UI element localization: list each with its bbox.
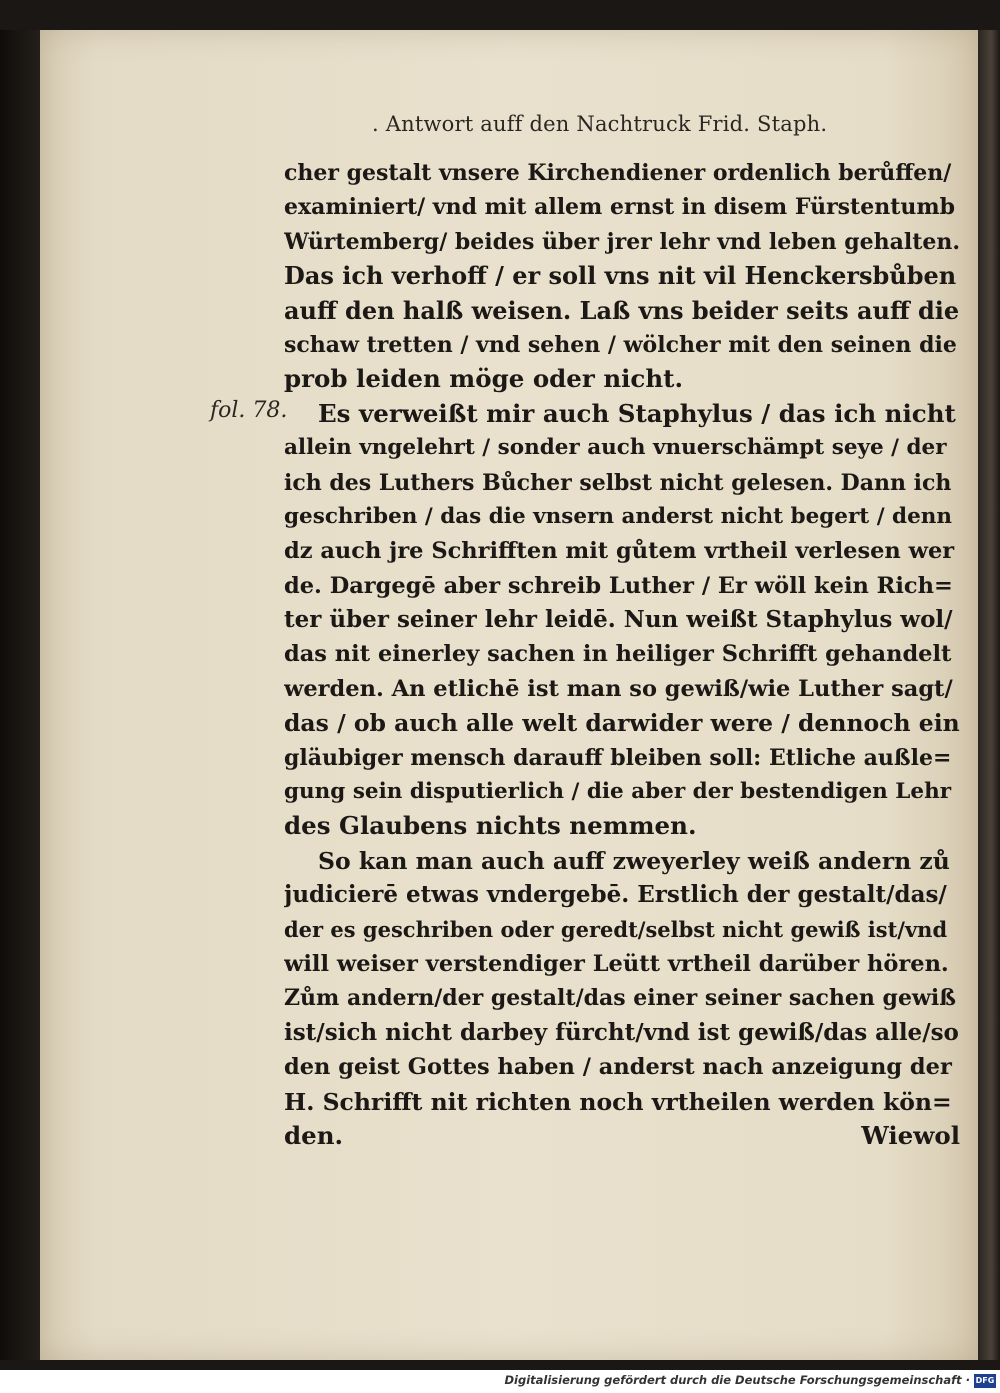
text-line: werden. An etlichē ist man so gewiß/wie Luther sagt/ <box>284 675 953 702</box>
text-line: schaw tretten / vnd sehen / wölcher mit den seinen die <box>284 331 957 358</box>
scan-left-edge <box>0 30 40 1360</box>
text-line: geschriben / das die vnsern anderst nicht begert / denn <box>284 503 953 529</box>
last-line-row <box>284 1119 960 1153</box>
text-line: ter über seiner lehr leidē. Nun weißt Staphylus wol/ <box>284 606 953 634</box>
text-line: auff den halß weisen. Laß vns beider seits auff die <box>284 295 960 325</box>
text-line: H. Schrifft nit richten noch vrtheilen werden kön= <box>284 1087 952 1116</box>
text-line: das nit einerley sachen in heiliger Schrifft gehandelt <box>284 641 952 668</box>
text-line: dz auch jre Schrifften mit gůtem vrtheil verlesen wer <box>284 538 955 565</box>
text-line: Es verweißt mir auch Staphylus / das ich nicht <box>318 398 956 428</box>
running-header: . Antwort auff den Nachtruck Frid. Staph. <box>372 112 828 136</box>
text-line: ist/sich nicht darbey fürcht/vnd ist gewiß/das alle/so <box>284 1018 959 1046</box>
catchword: Wiewol <box>861 1120 960 1150</box>
text-line: prob leiden möge oder nicht. <box>284 364 684 394</box>
dfg-logo-icon: DFG <box>974 1374 996 1388</box>
text-line: Würtemberg/ beides über jrer lehr vnd leben gehalten. <box>284 228 960 255</box>
text-line: So kan man auch auff zweyerley weiß andern zů <box>318 846 950 875</box>
text-line: des Glaubens nichts nemmen. <box>284 811 697 841</box>
margin-note: fol. 78. <box>210 398 288 423</box>
footer-bar <box>0 1370 1000 1393</box>
text-line: das / ob auch alle welt darwider were / dennoch ein <box>284 709 960 738</box>
text-line: will weiser verstendiger Leütt vrtheil darüber hören. <box>284 950 949 977</box>
text-line: Das ich verhoff / er soll vns nit vil Henckersbůben <box>284 261 957 291</box>
text-line: gung sein disputierlich / die aber der bestendigen Lehr <box>284 779 952 805</box>
text-line: Zům andern/der gestalt/das einer seiner sachen gewiß <box>284 985 956 1012</box>
text-line: examiniert/ vnd mit allem ernst in disem Fürstentumb <box>284 194 956 221</box>
text-line: ich des Luthers Bůcher selbst nicht gelesen. Dann ich <box>284 469 952 496</box>
body-text <box>284 156 960 1153</box>
text-line: den. <box>284 1120 344 1150</box>
text-line: judicierē etwas vndergebē. Erstlich der gestalt/das/ <box>284 881 947 909</box>
scan-right-edge <box>978 30 1000 1360</box>
text-line: gläubiger mensch darauff bleiben soll: Etliche außle= <box>284 744 952 771</box>
text-line: den geist Gottes haben / anderst nach anzeigung der <box>284 1054 952 1081</box>
text-line: der es geschriben oder geredt/selbst nicht gewiß ist/vnd <box>284 916 948 942</box>
text-line: allein vngelehrt / sonder auch vnuerschämpt seye / der <box>284 435 947 461</box>
text-line: de. Dargegē aber schreib Luther / Er wöll kein Rich= <box>284 572 953 599</box>
funding-credit: Digitalisierung gefördert durch die Deutsche Forschungsgemeinschaft · <box>504 1373 970 1387</box>
text-line: cher gestalt vnsere Kirchendiener ordenlich berůffen/ <box>284 160 952 186</box>
